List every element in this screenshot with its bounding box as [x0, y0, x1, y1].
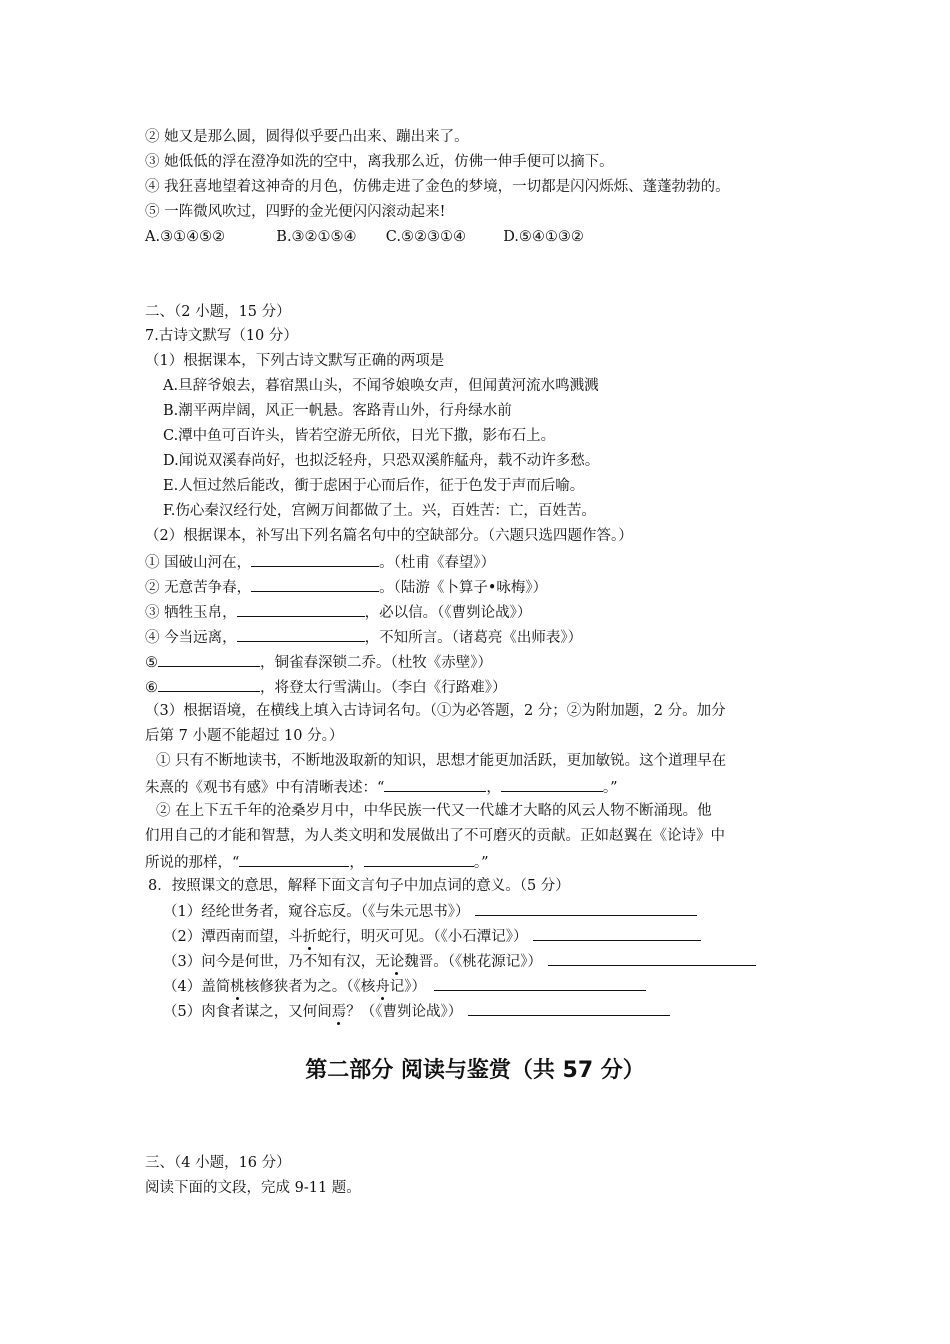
q7-3-p1-line2: 朱熹的《观书有感》中有清晰表述：“ ， 。”: [145, 776, 618, 798]
q8-blank-3[interactable]: [548, 950, 756, 966]
sentence-3: ③ 她低低的浮在澄净如洗的空中，离我那么近，仿佛一伸手便可以摘下。: [145, 154, 614, 170]
q8-blank-1[interactable]: [475, 900, 697, 916]
q8-item-5: （5）肉食者谋之，又何间焉？（《曹刿论战》）: [163, 1000, 670, 1022]
sentence-2: ② 她又是那么圆，圆得似乎要凸出来、蹦出来了。: [145, 129, 469, 145]
q7-1-option-d: D.闻说双溪春尚好，也拟泛轻舟，只恐双溪舴艋舟，载不动许多愁。: [163, 453, 600, 469]
q8-blank-5[interactable]: [468, 1000, 670, 1016]
q8-item-1: （1）经纶世务者，窥谷忘反。（《与朱元思书》）: [163, 900, 697, 922]
fill-5: ⑤ ，铜雀春深锁二乔。（杜牧《赤壁》）: [145, 651, 492, 673]
q7-2-stem: （2）根据课本，补写出下列名篇名句中的空缺部分。（六题只选四题作答。）: [145, 528, 633, 544]
q7-1-option-e: E.人恒过然后能改，衝于虑困于心而后作，征于色发于声而后喻。: [163, 478, 585, 494]
section-2-header: 二、（2 小题，15 分）: [145, 304, 291, 320]
option-c: C.⑤②③①④: [385, 229, 466, 245]
blank-5[interactable]: [158, 651, 260, 667]
answer-options-q6: [145, 227, 584, 247]
q8-blank-2[interactable]: [533, 925, 701, 941]
option-d: D.⑤④①③②: [503, 229, 584, 245]
section-3-instruction: 阅读下面的文段，完成 9-11 题。: [145, 1180, 361, 1196]
part-2-heading: 第二部分 阅读与鉴赏（共 57 分）: [305, 1058, 645, 1083]
section-3-header: 三、（4 小题，16 分）: [145, 1155, 291, 1171]
fill-1: ① 国破山河在， 。（杜甫《春望》）: [145, 551, 495, 573]
q7-title: 7.古诗文默写（10 分）: [145, 328, 298, 344]
fill-4: ④ 今当远离， ，不知所言。（诸葛亮《出师表》）: [145, 626, 582, 648]
q7-1-option-a: A.旦辞爷娘去，暮宿黑山头，不闻爷娘唤女声，但闻黄河流水鸣溅溅: [163, 378, 599, 394]
dotted-char: 舟: [375, 979, 390, 995]
q7-3-stem-line1: （3）根据语境，在横线上填入古诗词名句。（①为必答题，2 分；②为附加题，2 分。加分: [145, 703, 726, 719]
q7-3-p2-line1: ② 在上下五千年的沧桑岁月中，中华民族一代又一代雄才大略的风云人物不断涌现。他: [156, 803, 712, 819]
blank-p1-b[interactable]: [501, 776, 603, 792]
q8-item-3: （3）问今是何世，乃不知有汉，无论魏晋。（《桃花源记》）: [163, 950, 756, 972]
q7-3-p1-line1: ① 只有不断地读书，不断地汲取新的知识，思想才能更加活跃，更加敏锐。这个道理早在: [156, 753, 727, 769]
blank-p2-a[interactable]: [239, 851, 349, 867]
fill-6: ⑥ ，将登太行雪满山。（李白《行路难》）: [145, 676, 507, 698]
blank-1[interactable]: [251, 551, 379, 567]
q7-1-option-f: F.伤心秦汉经行处，宫阙万间都做了土。兴，百姓苦：亡，百姓苦。: [163, 503, 596, 519]
fill-2: ② 无意苦争春， 。（陆游《卜算子•咏梅》）: [145, 576, 547, 598]
blank-2[interactable]: [251, 576, 379, 592]
sentence-5: ⑤ 一阵微风吹过，四野的金光便闪闪滚动起来!: [145, 204, 446, 220]
q7-1-option-c: C.潭中鱼可百许头，皆若空游无所依，日光下撒，影布石上。: [163, 428, 556, 444]
blank-6[interactable]: [158, 676, 260, 692]
q8-blank-4[interactable]: [434, 975, 646, 991]
option-a: A.③①④⑤②: [145, 229, 226, 245]
q8-item-2: （2）潭西南而望，斗折蛇行，明灭可见。（《小石潭记》）: [163, 925, 701, 947]
option-b: B.③②①⑤④: [276, 229, 357, 245]
q7-3-p2-line3: 所说的那样，“ ， 。”: [145, 851, 489, 873]
fill-3: ③ 牺牲玉帛， ，必以信。（《曹刿论战》）: [145, 601, 531, 623]
q7-1-stem: （1）根据课本，下列古诗文默写正确的两项是: [145, 353, 445, 369]
blank-p1-a[interactable]: [384, 776, 486, 792]
blank-3[interactable]: [237, 601, 365, 617]
dotted-char: 焉: [331, 1004, 347, 1020]
blank-4[interactable]: [237, 626, 365, 642]
blank-p2-b[interactable]: [364, 851, 474, 867]
q8-title: 8．按照课文的意思，解释下面文言句子中加点词的意义。（5 分）: [148, 878, 570, 894]
q8-item-4: （4）盖简桃核修狭者为之。（《核舟记》）: [163, 975, 646, 997]
q7-3-p2-line2: 们用自己的才能和智慧，为人类文明和发展做出了不可磨灭的贡献。正如赵翼在《论诗》中: [145, 828, 725, 844]
sentence-4: ④ 我狂喜地望着这神奇的月色，仿佛走进了金色的梦境，一切都是闪闪烁烁、蓬蓬勃勃的。: [145, 179, 730, 195]
q7-3-stem-line2: 后第 7 小题不能超过 10 分。）: [145, 728, 344, 744]
dotted-char: 桃: [230, 979, 245, 995]
dotted-char: 论: [389, 954, 405, 970]
q7-1-option-b: B.潮平两岸阔，风正一帆悬。客路青山外，行舟绿水前: [163, 403, 512, 419]
dotted-char: 折: [302, 929, 318, 945]
